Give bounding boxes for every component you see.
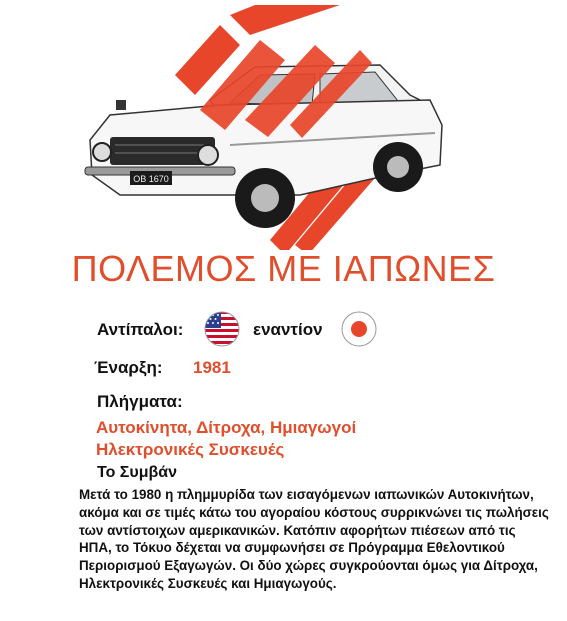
page-title: ΠΟΛΕΜΟΣ ΜΕ ΙΑΠΩΝΕΣ xyxy=(71,248,496,289)
versus-label: εναντίον xyxy=(253,320,323,339)
event-heading: Το Συμβάν xyxy=(97,464,178,481)
car-shape xyxy=(85,65,442,228)
affected-label: Πλήγματα: xyxy=(97,392,183,411)
affected-line-1: Αυτοκίνητα, Δίτροχα, Ημιαγωγοί xyxy=(96,418,357,437)
start-year: 1981 xyxy=(193,358,231,377)
japan-flag-icon xyxy=(341,311,377,347)
license-plate: ΟΒ 1670 xyxy=(133,174,169,184)
opponents-label: Αντίπαλοι: xyxy=(97,320,184,339)
car-illustration xyxy=(80,5,490,250)
event-text: Μετά το 1980 η πλημμυρίδα των εισαγόμενων ιαπωνικών Αυτοκινήτων, ακόμα και σε τιμές κάτω του αγοραίου κόστους συρρικνώνει τις πωλήσεις των αντίστοιχων αμερικανικών. Κατόπιν αφορήτων πιέσεων από τις ΗΠΑ, το Τόκυο δέχεται να συμφωνήσει σε Πρόγραμμα Εθελοντικού Περιορισμού Εξαγωγών. Οι δύο χώρες συγκρούονται όμως για Δίτροχα, Ηλεκτρονικές Συσκευές και Ημιαγωγούς. xyxy=(79,487,549,591)
affected-line-2: Ηλεκτρονικές Συσκευές xyxy=(96,440,285,459)
usa-flag-icon xyxy=(204,311,240,347)
start-label: Έναρξη: xyxy=(94,358,163,377)
